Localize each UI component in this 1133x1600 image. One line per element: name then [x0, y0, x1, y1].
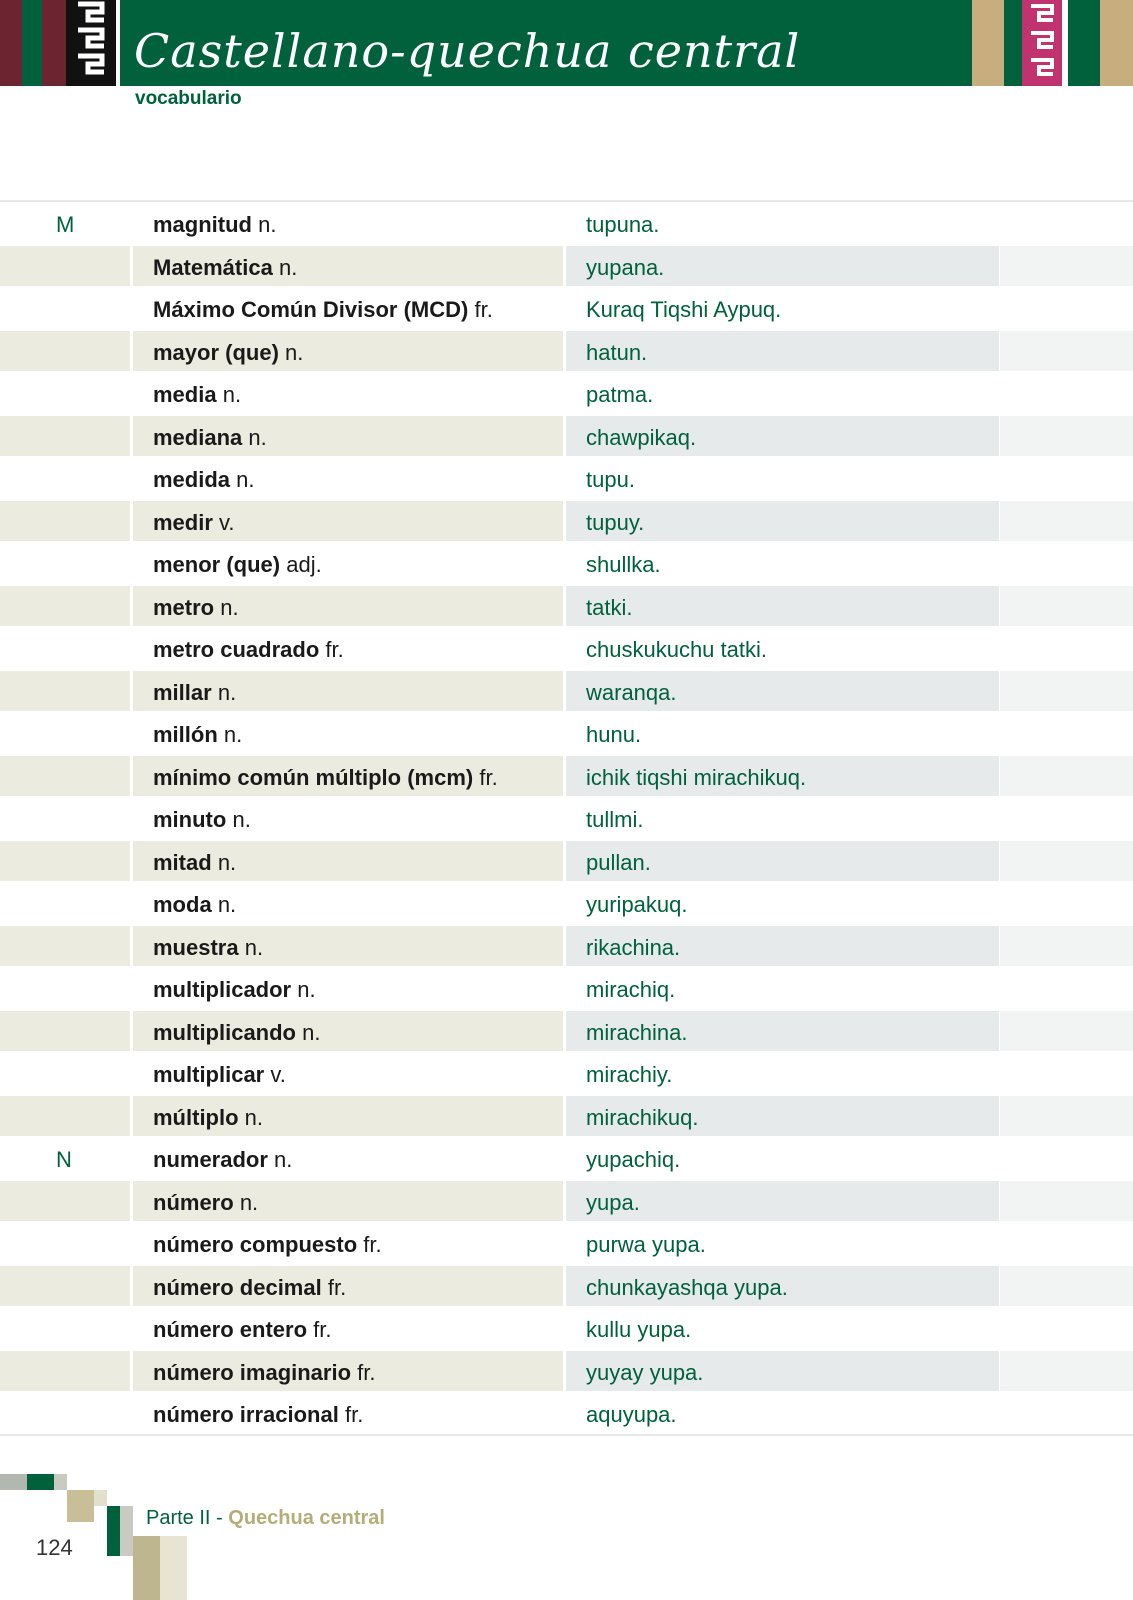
spanish-cell [133, 458, 563, 499]
table-row [0, 1095, 1133, 1138]
table-row [0, 372, 1133, 415]
letter-cell [0, 246, 130, 287]
spanish-term [153, 935, 263, 961]
quechua-term: Kuraq Tiqshi Aypuq. [586, 297, 782, 322]
spanish-term [153, 297, 493, 323]
table-row [0, 1222, 1133, 1265]
table-row [0, 1350, 1133, 1393]
quechua-cell [566, 416, 999, 457]
spanish-word: magnitud [153, 212, 252, 237]
quechua-cell [566, 883, 999, 924]
letter-cell [0, 926, 130, 967]
spanish-cell [133, 1393, 563, 1434]
spanish-cell [133, 246, 563, 287]
footer-caption [146, 1507, 385, 1530]
quechua-cell [566, 1138, 999, 1179]
spanish-word: mitad [153, 849, 212, 875]
quechua-term: hunu. [586, 722, 642, 747]
quechua-term: chuskukuchu tatki. [586, 637, 767, 662]
spanish-word: menor (que) [153, 552, 281, 577]
spanish-term [153, 977, 316, 1003]
letter-cell [0, 968, 130, 1009]
spanish-word: mínimo común múltiplo (mcm) [153, 764, 474, 790]
grammar-tag: n. [236, 467, 255, 492]
table-row [0, 882, 1133, 925]
spanish-cell [133, 373, 563, 414]
grammar-tag: n. [278, 254, 298, 280]
grammar-tag: n. [297, 977, 316, 1002]
table-row [0, 670, 1133, 713]
quechua-cell [566, 373, 999, 414]
letter-cell [0, 1053, 130, 1094]
spanish-cell [133, 628, 563, 669]
quechua-cell [566, 926, 999, 967]
footer-block [0, 1474, 27, 1490]
letter-cell [0, 1393, 130, 1434]
page-subtitle: vocabulario [135, 88, 242, 109]
row-end-cell [1000, 968, 1133, 1009]
quechua-cell [566, 501, 999, 542]
grammar-tag: v. [270, 1062, 286, 1087]
letter-cell [0, 713, 130, 754]
spanish-term [153, 1402, 363, 1428]
spanish-cell [133, 543, 563, 584]
spanish-cell [133, 331, 563, 372]
footer-block [107, 1506, 120, 1556]
quechua-term: aquyupa. [586, 1402, 677, 1427]
letter-cell [0, 628, 130, 669]
quechua-term: tupu. [586, 467, 635, 492]
quechua-term: kullu yupa. [586, 1317, 692, 1342]
letter-cell [0, 416, 130, 457]
table-row [0, 1265, 1133, 1308]
quechua-cell [566, 203, 999, 244]
table-row [0, 500, 1133, 543]
grammar-tag: n. [220, 594, 239, 620]
footer-block [67, 1490, 94, 1522]
grammar-tag: n. [258, 212, 277, 237]
letter-cell [0, 288, 130, 329]
spanish-term [153, 765, 498, 791]
row-end-cell [1000, 373, 1133, 414]
quechua-term: tupuy. [586, 509, 645, 535]
spanish-term [153, 1275, 346, 1301]
letter-cell [0, 373, 130, 414]
quechua-term: pullan. [586, 849, 651, 875]
row-end-cell [1000, 1266, 1133, 1307]
table-row [0, 1137, 1133, 1180]
quechua-term: tatki. [586, 594, 633, 620]
table-row [0, 1307, 1133, 1350]
footer-block [120, 1506, 133, 1556]
spanish-word: millón [153, 722, 218, 747]
grammar-tag: fr. [344, 1402, 364, 1427]
letter-cell [0, 331, 130, 372]
row-end-cell [1000, 1096, 1133, 1137]
row-end-cell [1000, 1223, 1133, 1264]
footer-block [27, 1474, 54, 1490]
spanish-word: multiplicar [153, 1062, 265, 1087]
section-letter: M [56, 212, 75, 237]
row-end-cell [1000, 288, 1133, 329]
footer-section: Quechua central [228, 1507, 385, 1529]
quechua-term: yuyay yupa. [586, 1359, 704, 1385]
spanish-word: número imaginario [153, 1359, 352, 1385]
table-row [0, 542, 1133, 585]
table-row [0, 202, 1133, 245]
quechua-term: mirachiq. [586, 977, 676, 1002]
quechua-term: yupachiq. [586, 1147, 681, 1172]
letter-cell [0, 203, 130, 244]
row-end-cell [1000, 1308, 1133, 1349]
quechua-term: mirachikuq. [586, 1104, 699, 1130]
spanish-cell [133, 756, 563, 797]
table-row [0, 755, 1133, 798]
spanish-term [153, 1105, 263, 1131]
header-stripe [0, 0, 22, 86]
spanish-word: media [153, 382, 217, 407]
header-stripe [1068, 0, 1100, 86]
grammar-tag: n. [217, 679, 237, 705]
quechua-term: waranqa. [586, 679, 677, 705]
quechua-cell [566, 288, 999, 329]
footer-block [160, 1536, 187, 1600]
quechua-cell [566, 628, 999, 669]
letter-cell [0, 543, 130, 584]
spanish-term [153, 850, 236, 876]
spanish-cell [133, 288, 563, 329]
spanish-cell [133, 501, 563, 542]
table-row [0, 1010, 1133, 1053]
footer-block [54, 1474, 67, 1490]
spanish-cell [133, 416, 563, 457]
quechua-cell [566, 968, 999, 1009]
quechua-cell [566, 1096, 999, 1137]
table-row [0, 245, 1133, 288]
grammar-tag: v. [219, 509, 235, 535]
letter-cell [0, 883, 130, 924]
quechua-term: tullmi. [586, 807, 644, 832]
table-row [0, 415, 1133, 458]
letter-cell [0, 798, 130, 839]
spanish-cell [133, 1181, 563, 1222]
row-end-cell [1000, 841, 1133, 882]
quechua-term: hatun. [586, 339, 648, 365]
woven-motif-icon [1022, 0, 1062, 86]
grammar-tag: n. [248, 424, 267, 450]
spanish-word: mediana [153, 424, 243, 450]
letter-cell [0, 1138, 130, 1179]
quechua-cell [566, 543, 999, 584]
table-row [0, 925, 1133, 968]
quechua-cell [566, 331, 999, 372]
header-stripe [1100, 0, 1133, 86]
spanish-word: Matemática [153, 254, 273, 280]
header-stripe [42, 0, 66, 86]
spanish-term [153, 1190, 258, 1216]
row-end-cell [1000, 1011, 1133, 1052]
spanish-cell [133, 671, 563, 712]
table-row [0, 712, 1133, 755]
row-end-cell [1000, 713, 1133, 754]
spanish-term [153, 680, 236, 706]
spanish-word: número decimal [153, 1274, 322, 1300]
grammar-tag: fr. [479, 764, 498, 790]
grammar-tag: n. [222, 382, 242, 407]
spanish-word: múltiplo [153, 1104, 239, 1130]
letter-cell [0, 1223, 130, 1264]
quechua-cell [566, 1393, 999, 1434]
row-end-cell [1000, 671, 1133, 712]
spanish-cell [133, 1223, 563, 1264]
grammar-tag: fr. [325, 637, 344, 662]
table-row [0, 330, 1133, 373]
spanish-cell [133, 586, 563, 627]
spanish-cell [133, 926, 563, 967]
grammar-tag: n. [285, 339, 304, 365]
quechua-cell [566, 1308, 999, 1349]
quechua-cell [566, 1223, 999, 1264]
spanish-term [153, 637, 344, 663]
quechua-term: yupana. [586, 254, 665, 280]
spanish-cell [133, 1266, 563, 1307]
quechua-term: yuripakuq. [586, 892, 688, 917]
letter-cell [0, 586, 130, 627]
letter-cell [0, 501, 130, 542]
header-stripe [972, 0, 1004, 86]
quechua-term: chawpikaq. [586, 424, 697, 450]
grammar-tag: n. [239, 1189, 259, 1215]
quechua-cell [566, 1181, 999, 1222]
quechua-term: yupa. [586, 1189, 640, 1215]
spanish-term [153, 1232, 382, 1258]
quechua-cell [566, 841, 999, 882]
grammar-tag: fr. [327, 1274, 347, 1300]
spanish-term [153, 1147, 292, 1173]
grammar-tag: n. [217, 849, 237, 875]
spanish-term [153, 595, 239, 621]
table-row [0, 797, 1133, 840]
table-bottom-rule [0, 1434, 1133, 1436]
spanish-term [153, 255, 297, 281]
grammar-tag: n. [244, 1104, 264, 1130]
letter-cell [0, 841, 130, 882]
spanish-cell [133, 203, 563, 244]
header-stripe [22, 0, 42, 86]
quechua-cell [566, 1351, 999, 1392]
spanish-cell [133, 1138, 563, 1179]
row-end-cell [1000, 331, 1133, 372]
spanish-term [153, 1317, 332, 1343]
table-row [0, 457, 1133, 500]
spanish-word: moda [153, 892, 212, 917]
row-end-cell [1000, 1181, 1133, 1222]
table-row [0, 585, 1133, 628]
row-end-cell [1000, 246, 1133, 287]
spanish-cell [133, 968, 563, 1009]
spanish-cell [133, 1011, 563, 1052]
quechua-term: chunkayashqa yupa. [586, 1274, 788, 1300]
row-end-cell [1000, 926, 1133, 967]
letter-cell [0, 1308, 130, 1349]
spanish-term [153, 425, 267, 451]
spanish-word: minuto [153, 807, 227, 832]
letter-cell [0, 671, 130, 712]
spanish-term [153, 382, 241, 408]
quechua-cell [566, 756, 999, 797]
spanish-term [153, 467, 255, 493]
row-end-cell [1000, 1351, 1133, 1392]
row-end-cell [1000, 543, 1133, 584]
table-row [0, 967, 1133, 1010]
grammar-tag: n. [223, 722, 243, 747]
row-end-cell [1000, 628, 1133, 669]
grammar-tag: n. [217, 892, 237, 917]
vocabulary-table [0, 202, 1133, 1435]
quechua-cell [566, 1266, 999, 1307]
spanish-term [153, 510, 235, 536]
spanish-cell [133, 1308, 563, 1349]
spanish-term [153, 1062, 286, 1088]
grammar-tag: n. [244, 934, 264, 960]
spanish-word: metro [153, 594, 215, 620]
quechua-term: mirachina. [586, 1019, 688, 1045]
quechua-cell [566, 458, 999, 499]
row-end-cell [1000, 1053, 1133, 1094]
spanish-cell [133, 798, 563, 839]
spanish-term [153, 552, 322, 578]
letter-cell [0, 756, 130, 797]
grammar-tag: fr. [313, 1317, 332, 1342]
quechua-cell [566, 671, 999, 712]
grammar-tag: n. [302, 1019, 321, 1045]
quechua-term: mirachiy. [586, 1062, 673, 1087]
quechua-term: tupuna. [586, 212, 660, 237]
spanish-term [153, 1020, 320, 1046]
quechua-term: patma. [586, 382, 654, 407]
table-row [0, 1180, 1133, 1223]
quechua-term: ichik tiqshi mirachikuq. [586, 764, 807, 790]
table-row [0, 1392, 1133, 1435]
grammar-tag: n. [232, 807, 251, 832]
footer-block [94, 1490, 107, 1506]
letter-cell [0, 1181, 130, 1222]
quechua-term: rikachina. [586, 934, 681, 960]
spanish-word: medida [153, 467, 231, 492]
spanish-word: número compuesto [153, 1232, 358, 1257]
row-end-cell [1000, 501, 1133, 542]
row-end-cell [1000, 756, 1133, 797]
footer-block [133, 1536, 160, 1600]
spanish-term [153, 1360, 376, 1386]
row-end-cell [1000, 458, 1133, 499]
spanish-word: multiplicador [153, 977, 292, 1002]
spanish-cell [133, 1096, 563, 1137]
quechua-term: shullka. [586, 552, 661, 577]
table-row [0, 287, 1133, 330]
row-end-cell [1000, 203, 1133, 244]
header-stripe [1004, 0, 1022, 86]
quechua-cell [566, 246, 999, 287]
row-end-cell [1000, 883, 1133, 924]
letter-cell [0, 1011, 130, 1052]
grammar-tag: fr. [474, 297, 493, 322]
spanish-term [153, 807, 251, 833]
spanish-word: medir [153, 509, 213, 535]
spanish-word: metro cuadrado [153, 637, 320, 662]
spanish-word: millar [153, 679, 212, 705]
page-header [0, 0, 1133, 86]
spanish-word: numerador [153, 1147, 268, 1172]
letter-cell [0, 1096, 130, 1137]
spanish-word: Máximo Común Divisor (MCD) [153, 297, 469, 322]
quechua-cell [566, 798, 999, 839]
table-row [0, 1052, 1133, 1095]
spanish-word: número [153, 1189, 234, 1215]
spanish-cell [133, 1053, 563, 1094]
letter-cell [0, 458, 130, 499]
row-end-cell [1000, 1138, 1133, 1179]
spanish-cell [133, 841, 563, 882]
spanish-word: multiplicando [153, 1019, 296, 1045]
page-title: Castellano-quechua central [134, 24, 801, 78]
row-end-cell [1000, 1393, 1133, 1434]
woven-motif-icon [66, 0, 116, 86]
row-end-cell [1000, 586, 1133, 627]
page-number: 124 [36, 1535, 73, 1560]
spanish-cell [133, 883, 563, 924]
row-end-cell [1000, 416, 1133, 457]
table-row [0, 627, 1133, 670]
letter-cell [0, 1266, 130, 1307]
grammar-tag: n. [274, 1147, 293, 1172]
section-letter: N [56, 1147, 72, 1172]
spanish-cell [133, 1351, 563, 1392]
spanish-word: muestra [153, 934, 239, 960]
spanish-term [153, 892, 236, 918]
letter-cell [0, 1351, 130, 1392]
quechua-cell [566, 1011, 999, 1052]
spanish-cell [133, 713, 563, 754]
grammar-tag: fr. [357, 1359, 376, 1385]
grammar-tag: fr. [363, 1232, 382, 1257]
grammar-tag: adj. [286, 552, 322, 577]
spanish-word: número entero [153, 1317, 308, 1342]
quechua-cell [566, 586, 999, 627]
spanish-term [153, 722, 242, 748]
quechua-cell [566, 713, 999, 754]
spanish-word: mayor (que) [153, 339, 279, 365]
footer-part: Parte II - [146, 1507, 223, 1529]
quechua-cell [566, 1053, 999, 1094]
row-end-cell [1000, 798, 1133, 839]
table-row [0, 840, 1133, 883]
spanish-term [153, 212, 276, 238]
spanish-word: número irracional [153, 1402, 339, 1427]
quechua-term: purwa yupa. [586, 1232, 706, 1257]
spanish-term [153, 340, 303, 366]
